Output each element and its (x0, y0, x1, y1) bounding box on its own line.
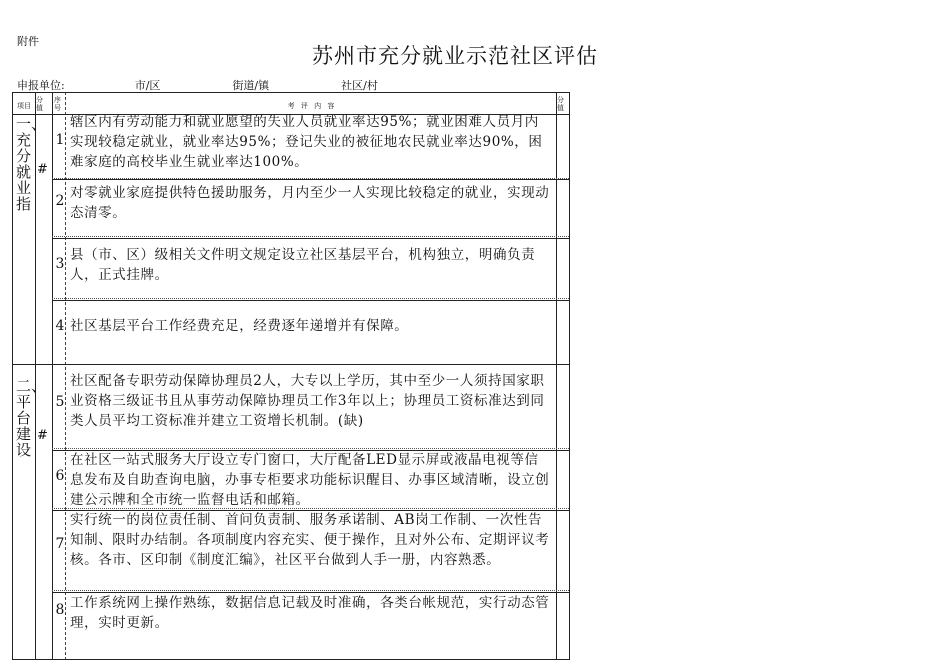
row-criteria-text: 工作系统网上操作熟练，数据信息记载及时准确，各类台帐规范，实行动态管理，实时更新。 (70, 595, 550, 631)
row-criteria-text: 实行统一的岗位责任制、首问负责制、服务承诺制、AB岗工作制、一次性告知制、限时办结制。各项制度内容充实、便于操作，且对外公布、定期评议考核。各市、区印制《制度汇编》，社区平台做到人手一册，内容熟悉。 (70, 512, 550, 568)
community-village-label: 社区/村 (341, 79, 378, 92)
row-number: 4 (55, 318, 65, 334)
col-header-content: 考 评 内 容 (287, 102, 337, 110)
row-number: 2 (55, 193, 65, 209)
row-number: 8 (55, 602, 65, 618)
row-number: 3 (55, 256, 65, 272)
evaluation-table (12, 92, 570, 660)
category-platform-points: # (37, 428, 48, 443)
row-number: 7 (55, 536, 65, 552)
row-criteria-text: 县（市、区）级相关文件明文规定设立社区基层平台，机构独立，明确负责人，正式挂牌。 (70, 247, 536, 283)
street-town-label: 街道/镇 (232, 79, 270, 92)
row-number: 5 (55, 394, 65, 410)
attachment-label: 附件 (17, 35, 39, 48)
row-number: 6 (55, 468, 65, 484)
row-number: 1 (55, 132, 65, 148)
category-employment-points: # (37, 162, 48, 177)
category-employment-label: 一、充分就业指 (16, 115, 47, 213)
col-header-score: 分值 (36, 96, 43, 112)
apply-unit-label: 申报单位: (17, 79, 65, 92)
col-header-item: 项目 (17, 102, 31, 110)
row-criteria-text: 社区配备专职劳动保障协理员2人，大专以上学历，其中至少一人须持国家职业资格三级证书且从事劳动保障协理员工作3年以上；协理员工资标准达到同类人员平均工资标准并建立工资增长机制。(缺) (70, 373, 545, 429)
row-criteria-text: 在社区一站式服务大厅设立专门窗口，大厅配备LED显示屏或液晶电视等信息发布及自助查询电脑，办事专柜要求功能标识醒目、办事区域清晰，设立创建公示牌和全市统一监督电话和邮箱。 (70, 452, 550, 508)
row-criteria-text: 对零就业家庭提供特色援助服务，月内至少一人实现比较稳定的就业，实现动态清零。 (70, 185, 550, 221)
row-criteria-text: 社区基层平台工作经费充足，经费逐年递增并有保障。 (70, 318, 409, 334)
category-platform-label: 二、平台建设 (16, 377, 47, 459)
apply-unit-line (17, 77, 378, 93)
page-title: 苏州市充分就业示范社区评估 (312, 44, 598, 68)
col-header-value: 分值 (557, 96, 564, 112)
city-district-label: 市/区 (134, 79, 161, 92)
row-criteria-text: 辖区内有劳动能力和就业愿望的失业人员就业率达95%；就业困难人员月内实现较稳定就业，就业率达95%；登记失业的被征地农民就业率达90%，困难家庭的高校毕业生就业率达100%。 (70, 114, 543, 170)
col-header-seq: 序号 (54, 96, 61, 112)
